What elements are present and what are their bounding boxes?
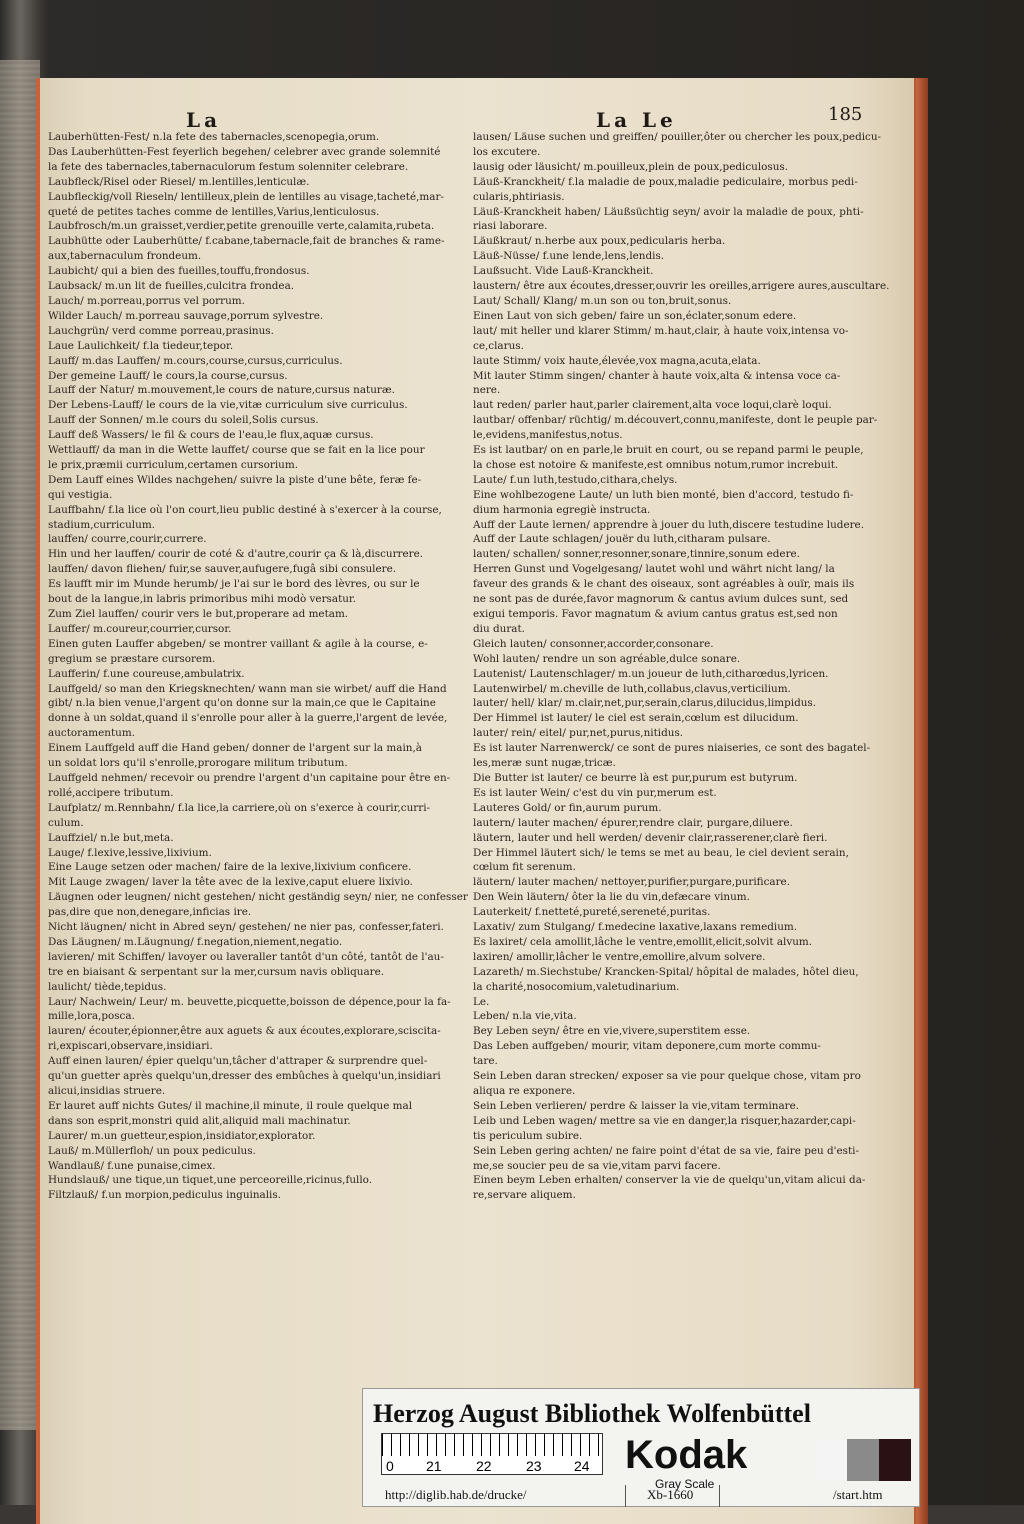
- dictionary-line: cœlum fit serenum.: [473, 861, 576, 874]
- dictionary-line: Es laxiret/ cela amollit,lâche le ventre,emollit,elicit,solvit alvum.: [473, 935, 813, 948]
- dictionary-line: Lauberhütten-Fest/ n.la fete des tabernacles,scenopegia,orum.: [48, 131, 380, 143]
- separator: [719, 1485, 720, 1507]
- dictionary-line: Einen beym Leben erhalten/ conserver la vie de quelqu'un,vitam alicui da-: [473, 1174, 866, 1187]
- dictionary-line: Es ist lauter Narrenwerck/ ce sont de pures niaiseries, ce sont des bagatel-: [473, 742, 871, 755]
- dictionary-line: Lauff der Sonnen/ m.le cours du soleil,Solis cursus.: [48, 414, 319, 427]
- dictionary-line: gibt/ n.la bien venue,l'argent qu'on donne sur la main,ce que le Capitaine: [48, 697, 436, 710]
- dictionary-line: Eine Lauge setzen oder machen/ faire de la lexive,lixivium conficere.: [48, 861, 412, 874]
- dictionary-line: lauffen/ davon fliehen/ fuir,se sauver,aufugere,fugâ sibi consulere.: [48, 563, 397, 576]
- dictionary-line: Läugnen oder leugnen/ nicht gestehen/ nicht geständig seyn/ nier, ne confesser: [48, 891, 468, 904]
- dictionary-line: Auff einen lauren/ épier quelqu'un,tâcher d'attraper & surprendre quel-: [48, 1055, 428, 1068]
- running-head-left: La: [186, 108, 222, 132]
- dictionary-line: dium harmonia egregiè instructa.: [473, 503, 651, 516]
- swatch-gray: [847, 1439, 879, 1481]
- ruler-number: 21: [426, 1458, 442, 1474]
- dictionary-line: los excutere.: [473, 145, 541, 158]
- dictionary-line: aliqua re exponere.: [473, 1085, 576, 1097]
- right-column-lines: [473, 130, 889, 1203]
- dictionary-line: lautbar/ offenbar/ rüchtig/ m.découvert,connu,manifeste, dont le peuple par-: [473, 414, 878, 427]
- dictionary-line: auctoramentum.: [48, 727, 136, 740]
- dictionary-line: Lauchgrün/ verd comme porreau,prasinus.: [48, 324, 274, 337]
- dictionary-line: ce,clarus.: [473, 339, 524, 352]
- dictionary-line: lauter/ hell/ klar/ m.clair,net,pur,serain,clarus,dilucidus,limpidus.: [473, 697, 817, 710]
- dictionary-line: Eine wohlbezogene Laute/ un luth bien monté, bien d'accord, testudo fi-: [473, 488, 854, 501]
- dictionary-line: Wandlauß/ f.une punaise,cimex.: [48, 1159, 216, 1172]
- ruler-ticks: [382, 1434, 602, 1456]
- dictionary-line: Lauffziel/ n.le but,meta.: [48, 831, 174, 844]
- dictionary-line: laute Stimm/ voix haute,élevée,vox magna,acuta,elata.: [473, 354, 761, 367]
- dictionary-line: Läuß-Kranckheit/ f.la maladie de poux,maladie pediculaire, morbus pedi-: [473, 175, 858, 188]
- dictionary-line: la chose est notoire & manifeste,est omnibus notum,rumor increbuit.: [473, 458, 839, 471]
- dictionary-line: lauren/ écouter,épionner,être aux aguets & aux écoutes,explorare,sciscita-: [48, 1025, 441, 1038]
- dictionary-line: lauter/ rein/ eitel/ pur,net,purus,nitidus.: [473, 727, 684, 740]
- dictionary-line: me,se soucier peu de sa vie,vitam parvi facere.: [473, 1159, 721, 1172]
- running-head-right: La Le: [596, 108, 677, 132]
- kodak-logo: Kodak: [625, 1433, 748, 1477]
- digital-library-url: http://diglib.hab.de/drucke/: [385, 1487, 527, 1502]
- dictionary-line: Lauch/ m.porreau,porrus vel porrum.: [48, 294, 245, 307]
- dictionary-line: Der gemeine Lauff/ le cours,la course,cursus.: [48, 369, 288, 382]
- dictionary-line: Lauffbahn/ f.la lice où l'on court,lieu public destiné à s'exercer à la course,: [48, 503, 442, 516]
- color-checker-card: [362, 1388, 920, 1507]
- dictionary-line: Läuß-Nüsse/ f.une lende,lens,lendis.: [473, 250, 665, 263]
- dictionary-line: Lauß/ m.Müllerfloh/ un poux pediculus.: [48, 1144, 256, 1157]
- dictionary-line: tis periculum subire.: [473, 1129, 583, 1142]
- book-page: [36, 78, 920, 1524]
- dictionary-line: Einen guten Lauffer abgeben/ se montrer vaillant & agile à la course, e-: [48, 637, 428, 650]
- gray-swatches: [815, 1439, 911, 1481]
- dictionary-line: Lazareth/ m.Siechstube/ Krancken-Spital/ hôpital de malades, hôtel dieu,: [473, 965, 859, 978]
- dictionary-line: Der Himmel ist lauter/ le ciel est serain,cœlum est dilucidum.: [473, 712, 799, 725]
- dictionary-line: Laußsucht. Vide Lauß-Kranckheit.: [473, 265, 654, 278]
- dictionary-line: stadium,curriculum.: [48, 518, 155, 531]
- dictionary-line: Lauge/ f.lexive,lessive,lixivium.: [48, 846, 212, 859]
- dictionary-line: lavieren/ mit Schiffen/ lavoyer ou laveraller tantôt d'un côté, tantôt de l'au-: [48, 950, 444, 963]
- dictionary-line: la charité,nosocomium,valetudinarium.: [473, 980, 680, 993]
- separator: [625, 1485, 626, 1507]
- dictionary-line: Die Butter ist lauter/ ce beurre là est pur,purum est butyrum.: [473, 771, 798, 784]
- swatch-white: [815, 1439, 847, 1481]
- dictionary-line: cularis,phtiriasis.: [473, 190, 565, 203]
- dictionary-line: Er lauret auff nichts Gutes/ il machine,il minute, il roule quelque mal: [48, 1099, 413, 1112]
- dictionary-line: gregium se præstare cursorem.: [48, 652, 216, 665]
- dictionary-line: laustern/ être aux écoutes,dresser,ouvrir les oreilles,arrigere aures,auscultare.: [473, 280, 890, 293]
- dictionary-line: donne à un soldat,quand il s'enrolle pour aller à la guerre,l'argent de levée,: [48, 712, 448, 725]
- dictionary-line: Lauffgeld/ so man den Kriegsknechten/ wann man sie wirbet/ auff die Hand: [48, 682, 447, 695]
- dictionary-line: Lauff/ m.das Lauffen/ m.cours,course,cursus,curriculus.: [48, 354, 343, 367]
- dictionary-line: Wilder Lauch/ m.porreau sauvage,porrum sylvestre.: [48, 309, 324, 322]
- dictionary-line: dans son esprit,monstri quid alit,aliquid mali machinatur.: [48, 1114, 351, 1127]
- dictionary-line: Auff der Laute schlagen/ jouër du luth,citharam pulsare.: [473, 533, 771, 546]
- dictionary-line: Lauff der Natur/ m.mouvement,le cours de nature,cursus naturæ.: [48, 384, 395, 397]
- dictionary-line: Mit lauter Stimm singen/ chanter à haute voix,alta & intensa voce ca-: [473, 369, 841, 382]
- dictionary-line: Zum Ziel lauffen/ courir vers le but,properare ad metam.: [48, 608, 349, 620]
- dictionary-line: ri,expiscari,observare,insidiari.: [48, 1040, 213, 1053]
- dictionary-line: rollé,accipere tributum.: [48, 786, 174, 799]
- dictionary-line: Es ist lautbar/ on en parle,le bruit en court, ou se repand parmi le peuple,: [473, 444, 864, 457]
- dictionary-line: qui vestigia.: [48, 488, 113, 501]
- dictionary-line: Filtzlauß/ f.un morpion,pediculus inguinalis.: [48, 1189, 282, 1202]
- dictionary-line: alicui,insidias struere.: [48, 1085, 166, 1097]
- dictionary-line: laulicht/ tiède,tepidus.: [48, 980, 167, 993]
- dictionary-line: re,servare aliquem.: [473, 1189, 576, 1202]
- dictionary-line: Laut/ Schall/ Klang/ m.un son ou ton,bruit,sonus.: [473, 294, 732, 307]
- dictionary-line: culum.: [48, 816, 84, 829]
- dictionary-line: Lautenwirbel/ m.cheville de luth,collabus,clavus,verticilium.: [473, 682, 791, 695]
- institution-name: Herzog August Bibliothek Wolfenbüttel: [373, 1399, 811, 1428]
- dictionary-line: Sein Leben gering achten/ ne faire point d'état de sa vie, faire peu d'esti-: [473, 1144, 859, 1157]
- dictionary-line: Das Lauberhütten-Fest feyerlich begehen/ celebrer avec grande solemnité: [48, 145, 441, 158]
- dictionary-line: Leib und Leben wagen/ mettre sa vie en danger,la risquer,hazarder,capi-: [473, 1114, 856, 1127]
- page-number: 185: [828, 104, 863, 125]
- left-column-lines: [48, 130, 468, 1203]
- dictionary-line: Leben/ n.la vie,vita.: [473, 1010, 577, 1023]
- left-page-edge: [0, 60, 40, 1430]
- dictionary-line: Bey Leben seyn/ être en vie,vivere,superstitem esse.: [473, 1025, 751, 1038]
- ruler-number: 0: [386, 1458, 394, 1474]
- shelfmark: Xb-1660: [647, 1487, 694, 1502]
- dictionary-line: lauffen/ courre,courir,currere.: [48, 533, 207, 546]
- dictionary-line: Herren Gunst und Vogelgesang/ lautet wohl und währt nicht lang/ la: [473, 563, 835, 576]
- gray-scale-label: Gray Scale: [655, 1477, 715, 1491]
- ruler-number: 24: [574, 1458, 590, 1474]
- dictionary-line: Lauffer/ m.coureur,courrier,cursor.: [48, 622, 232, 635]
- dictionary-line: riasi laborare.: [473, 220, 548, 233]
- dictionary-line: mille,lora,posca.: [48, 1010, 135, 1023]
- dictionary-line: faveur des grands & le chant des oiseaux, sont agréables à ouïr, mais ils: [473, 578, 855, 591]
- dictionary-line: qu'un guetter après quelqu'un,dresser des embûches à quelqu'un,insidiari: [48, 1070, 441, 1083]
- dictionary-line: bout de la langue,in labris primoribus mihi modò versatur.: [48, 593, 357, 606]
- dictionary-line: Läußkraut/ n.herbe aux poux,pedicularis herba.: [473, 235, 726, 248]
- dictionary-line: Das Leben auffgeben/ mourir, vitam deponere,cum morte commu-: [473, 1040, 821, 1053]
- dictionary-line: Den Wein läutern/ ôter la lie du vin,defæcare vinum.: [473, 891, 750, 904]
- dictionary-line: la fete des tabernacles,tabernaculorum festum solenniter celebrare.: [48, 160, 409, 173]
- dictionary-line: Wettlauff/ da man in die Wette lauffet/ course que se fait en la lice pour: [48, 444, 425, 457]
- dictionary-line: tre en biaisant & serpentant sur la mer,cursum navis obliquare.: [48, 965, 385, 978]
- dictionary-line: nere.: [473, 384, 501, 397]
- dictionary-line: Hin und her lauffen/ courir de coté & d'autre,courir ça & là,discurrere.: [48, 548, 424, 561]
- dictionary-line: lauten/ schallen/ sonner,resonner,sonare,tinnire,sonum edere.: [473, 548, 800, 561]
- dictionary-line: Nicht läugnen/ nicht in Abred seyn/ gestehen/ ne nier pas, confesser,fateri.: [48, 921, 444, 934]
- dictionary-line: aux,tabernaculum frondeum.: [48, 250, 202, 263]
- dictionary-line: Lauteres Gold/ or fin,aurum purum.: [473, 801, 662, 814]
- dictionary-line: Sein Leben daran strecken/ exposer sa vie pour quelque chose, vitam pro: [473, 1070, 861, 1083]
- ruler: [381, 1433, 603, 1475]
- dictionary-line: Lauffgeld nehmen/ recevoir ou prendre l'argent d'un capitaine pour être en-: [48, 771, 451, 784]
- dictionary-line: Laxativ/ zum Stulgang/ f.medecine laxative,laxans remedium.: [473, 921, 798, 934]
- dictionary-line: les,meræ sunt nugæ,tricæ.: [473, 757, 616, 770]
- dictionary-line: Laubfrosch/m.un graisset,verdier,petite grenouille verte,calamita,rubeta.: [48, 220, 435, 233]
- dictionary-line: Wohl lauten/ rendre un son agréable,dulce sonare.: [473, 652, 741, 665]
- dictionary-line: Laubfleckig/voll Rieseln/ lentilleux,plein de lentilles au visage,tacheté,mar-: [48, 190, 444, 203]
- dictionary-line: pas,dire que non,denegare,inficias ire.: [48, 906, 252, 919]
- dictionary-line: Einem Lauffgeld auff die Hand geben/ donner de l'argent sur la main,à: [48, 742, 422, 755]
- dictionary-line: Laubhütte oder Lauberhütte/ f.cabane,tabernacle,fait de branches & rame-: [48, 235, 445, 248]
- start-path: /start.htm: [833, 1487, 883, 1502]
- dictionary-line: Der Lebens-Lauff/ le cours de la vie,vitæ curriculum sive curriculus.: [48, 399, 408, 412]
- dictionary-line: laut reden/ parler haut,parler clairement,alta voce loqui,clarè loqui.: [473, 399, 832, 412]
- dictionary-line: Lauterkeit/ f.netteté,pureté,sereneté,puritas.: [473, 906, 711, 919]
- dictionary-line: Sein Leben verlieren/ perdre & laisser la vie,vitam terminare.: [473, 1099, 800, 1112]
- dictionary-line: läutern/ lauter machen/ nettoyer,purifier,purgare,purificare.: [473, 876, 791, 889]
- dictionary-line: lautern/ lauter machen/ épurer,rendre clair, purgare,diluere.: [473, 816, 793, 829]
- dictionary-line: Laue Laulichkeit/ f.la tiedeur,tepor.: [48, 339, 234, 352]
- dictionary-line: Hundslauß/ une tique,un tiquet,une perceoreille,ricinus,fullo.: [48, 1174, 373, 1187]
- dictionary-line: Einen Laut von sich geben/ faire un son,éclater,sonum edere.: [473, 309, 797, 322]
- dictionary-line: laut/ mit heller und klarer Stimm/ m.haut,clair, à haute voix,intensa vo-: [473, 324, 849, 337]
- dictionary-line: Laute/ f.un luth,testudo,cithara,chelys.: [473, 473, 678, 486]
- dictionary-line: diu durat.: [473, 622, 525, 635]
- dictionary-line: Der Himmel läutert sich/ le tems se met au beau, le ciel devient serain,: [473, 846, 849, 859]
- dictionary-line: Dem Lauff eines Wildes nachgehen/ suivre la piste d'une bête, feræ fe-: [48, 473, 422, 486]
- dictionary-line: un soldat lors qu'il s'enrolle,prorogare militum tributum.: [48, 757, 348, 770]
- dictionary-line: lausen/ Läuse suchen und greiffen/ pouiller,ôter ou chercher les poux,pedicu-: [473, 131, 882, 143]
- checker-footer: [363, 1485, 919, 1507]
- ruler-number: 22: [476, 1458, 492, 1474]
- swatch-black: [879, 1439, 911, 1481]
- dictionary-line: Laur/ Nachwein/ Leur/ m. beuvette,picquette,boisson de dépence,pour la fa-: [48, 995, 451, 1008]
- dictionary-line: Laurer/ m.un guetteur,espion,insidiator,explorator.: [48, 1129, 316, 1142]
- dictionary-line: tare.: [473, 1055, 498, 1068]
- dictionary-line: le,evidens,manifestus,notus.: [473, 429, 623, 442]
- dictionary-line: laxiren/ amollir,lâcher le ventre,emollire,alvum solvere.: [473, 950, 766, 963]
- dictionary-line: läutern, lauter und hell werden/ devenir clair,rasserener,clarè fieri.: [473, 831, 828, 844]
- page-fore-edge: [916, 78, 928, 1524]
- dictionary-line: exigui temporis. Favor magnatum & avium cantus gratus est,sed non: [473, 608, 838, 620]
- dictionary-line: le prix,præmii curriculum,certamen cursorium.: [48, 458, 299, 471]
- dictionary-line: Laufferin/ f.une coureuse,ambulatrix.: [48, 667, 245, 680]
- dictionary-line: Auff der Laute lernen/ apprendre à jouer du luth,discere testudine ludere.: [473, 518, 865, 531]
- dictionary-line: Läuß-Kranckheit haben/ Läußsüchtig seyn/ avoir la maladie de poux, phti-: [473, 205, 864, 218]
- dictionary-line: Laufplatz/ m.Rennbahn/ f.la lice,la carriere,où on s'exerce à courir,curri-: [48, 801, 431, 814]
- dictionary-line: Es laufft mir im Munde herumb/ je l'ai sur le bord des lèvres, ou sur le: [48, 578, 420, 591]
- dictionary-line: Lauff deß Wassers/ le fil & cours de l'eau,le flux,aquæ cursus.: [48, 429, 374, 442]
- dictionary-line: ne sont pas de durée,favor magnorum & cantus avium dulces sunt, sed: [473, 593, 849, 606]
- dictionary-line: Lautenist/ Lautenschlager/ m.un joueur de luth,citharœdus,lyricen.: [473, 667, 829, 680]
- dictionary-line: Laubfleck/Risel oder Riesel/ m.lentilles,lenticulæ.: [48, 175, 310, 188]
- dictionary-line: Mit Lauge zwagen/ laver la tête avec de la lexive,caput eluere lixivio.: [48, 876, 413, 889]
- dictionary-line: Le.: [473, 995, 490, 1008]
- dictionary-line: Laubicht/ qui a bien des fueilles,touffu,frondosus.: [48, 265, 310, 278]
- dictionary-line: Es ist lauter Wein/ c'est du vin pur,merum est.: [473, 786, 717, 799]
- dictionary-line: Laubsack/ m.un lit de fueilles,culcitra frondea.: [48, 280, 295, 293]
- dictionary-line: queté de petites taches comme de lentilles,Varius,lenticulosus.: [48, 205, 380, 218]
- dictionary-line: Gleich lauten/ consonner,accorder,consonare.: [473, 637, 714, 650]
- dictionary-line: lausig oder läusicht/ m.pouilleux,plein de poux,pediculosus.: [473, 160, 789, 173]
- ruler-number: 23: [526, 1458, 542, 1474]
- dictionary-line: Das Läugnen/ m.Läugnung/ f.negation,niement,negatio.: [48, 935, 343, 948]
